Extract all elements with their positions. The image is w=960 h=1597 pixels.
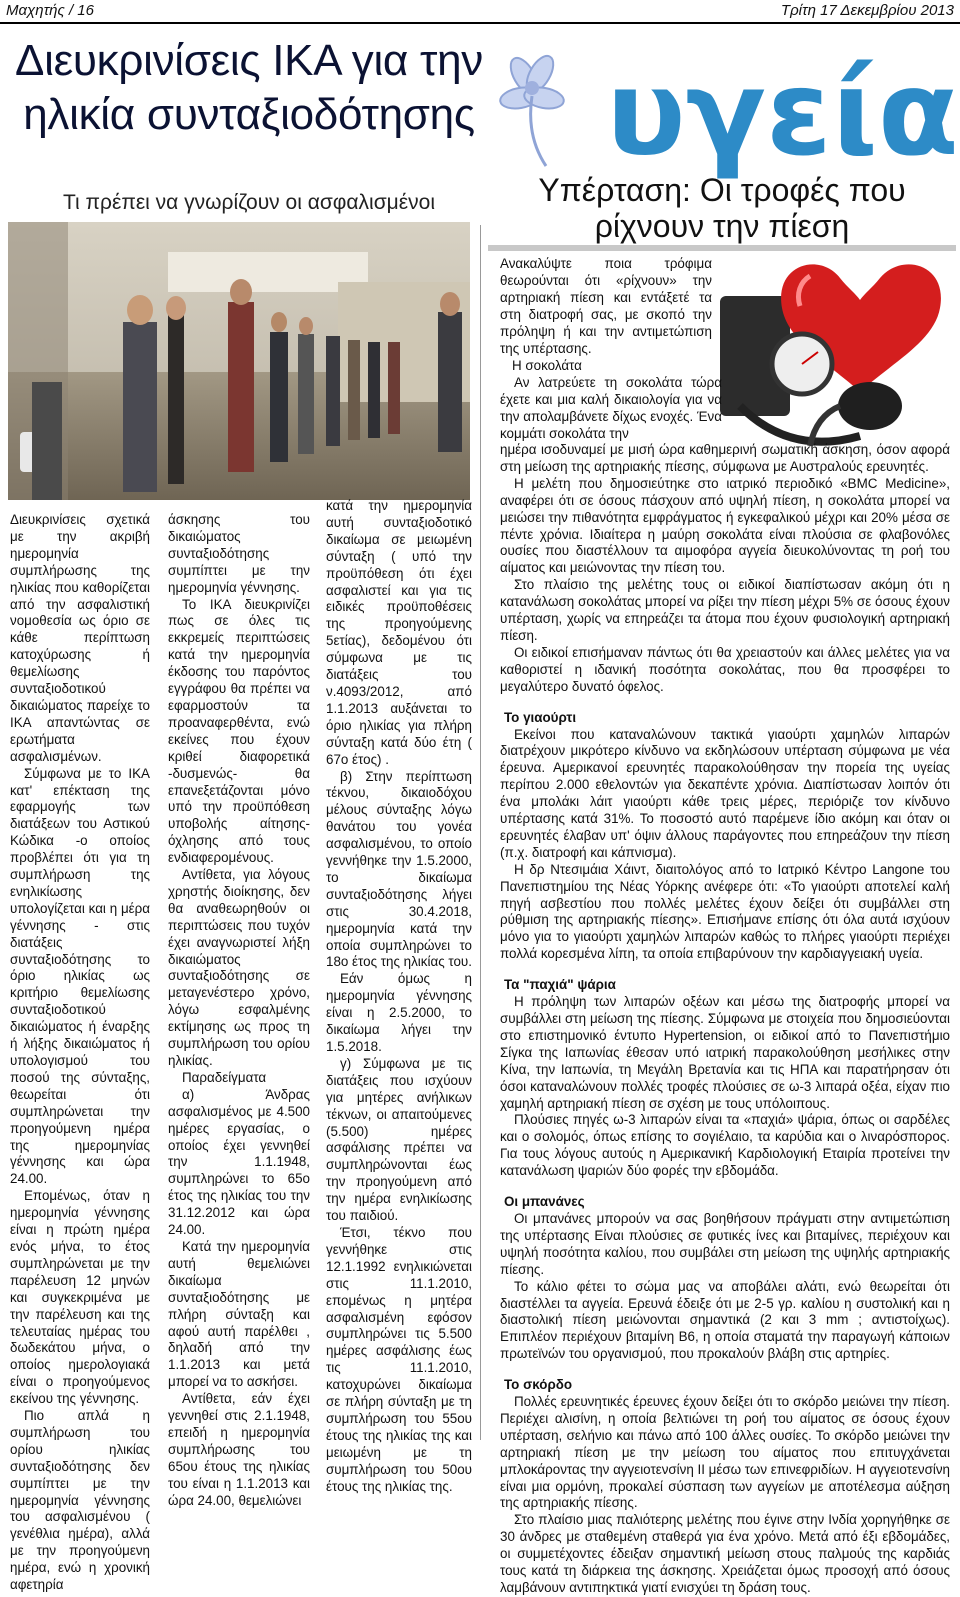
headline-bar xyxy=(488,245,956,251)
queue-photo xyxy=(8,222,470,500)
chocolate-intro: Αν λατρεύετε τη σοκολάτα τώρα έχετε και μια καλή δικαιολογία για να την απολαμβάνετε δίχως ενοχές. Ένα κομμάτι σοκολάτα την xyxy=(500,375,722,441)
section-divider xyxy=(480,225,481,1440)
article-column-1 xyxy=(10,512,150,1594)
ygeia-logo xyxy=(486,36,959,186)
paragraph: Οι μπανάνες μπορούν να σας βοηθήσουν πράγματι στην αντιμετώπιση της υπέρτασης Είναι πλούσιες σε φυτικές ίνες και βιταμίνες, περιέχουν και υψηλή ποσότητα καλίου, που συμβάλει στη μείωση της υψηλής αρτηριακής πίεσης. xyxy=(500,1210,950,1277)
paragraph: Έτσι, τέκνο που γεννήθηκε στις 12.1.1992 ενηλικιώνεται στις 11.1.2010, επομένως η μητέρα ασφαλισμένη εφόσον συμπληρώνει τις 5.500 ημέρες ασφάλισης έως τις 11.1.2010, κατοχυρώνει δικαίωμα σε πλήρη σύνταξη με τη συμπλήρωση του 55ου έτους της ηλικίας της και μειωμένη με τη συμπλήρωση του 50ου έτους της ηλικίας της. xyxy=(326,1224,472,1494)
paragraph: Εκείνοι που καταναλώνουν τακτικά γιαούρτι χαμηλών λιπαρών διατρέχουν μικρότερο κίνδυνο να εκδηλώσουν υπέρταση σύμφωνα με νέα έρευνα. Αμερικανοί ερευνητές παρακολούθησαν την πορεία της υγείας περίπου 2.000 εθελοντών για δεκαπέντε χρόνια. Διαπίστωσαν λοιπόν ότι ένα μπολάκι λάιτ γιαούρτι κάθε τρεις μέρες, περιόριζε τον κίνδυνο υπέρτασης κατά 31%. Το ποσοστό αυτό παρέμενε ίδιο ακόμη και όταν οι ερευνητές έλαβαν υπ' όψιν άλλους παράγοντες που επηρεάζουν την πίεση (π.χ. διατροφή και κάπνισμα). xyxy=(500,726,950,860)
paragraph: Πλούσιες πηγές ω-3 λιπαρών είναι τα «παχιά» ψάρια, όπως οι σαρδέλες και ο σολομός, όπως επίσης το σογιέλαιο, τα καρύδια και ο λιναρόσπορος. Για τους λόγους αυτούς η Αμερικανική Καρδιολογική Εταιρία προτείνει την κατανάλωση ψαριών δύο φορές την εβδομάδα. xyxy=(500,1112,950,1179)
paragraph: β) Στην περίπτωση τέκνου, δικαιοδόχου μέλους σύνταξης λόγω θανάτου του γονέα ασφαλισμένου, το οποίο γεννήθηκε την 1.5.2000, το δικαίωμα συνταξιοδότησης λήγει στις 30.4.2018, ημερομηνία κατά την οποία συμπληρώνει το 18ο έτος της ηλικίας του. xyxy=(326,768,472,970)
paragraph: ημέρα ισοδυναμεί με μισή ώρα καθημερινή σωματική άσκηση, όσον αφορά στη μείωση της αρτηριακής πίεσης, σύμφωνα με Αυστραλούς ερευνητές. xyxy=(500,442,950,474)
article-headline: Διευκρινίσεις ΙΚΑ για την ηλικία συνταξιοδότησης xyxy=(15,36,483,139)
paragraph: Η μελέτη που δημοσιεύτηκε στο ιατρικό περιοδικό «BMC Medicine», αναφέρει ότι σε όσους πάσχουν από υψηλή πίεση, η σοκολάτα μπορεί να μειώσει την πιθανότητα εμφράγματος ή εγκεφαλικού μέχρι και 20% μέσα σε πέντε χρόνια. Ιδιαίτερα η μαύρη σοκολάτα είναι πλούσια σε φλαβονόλες ουσίες που διαστέλλουν τα αιμοφόρα αγγεία διευκολύνοντας τη ροή του αίματος και μειώνοντας την πίεση του. xyxy=(500,475,950,576)
logo-text: υγεία xyxy=(606,44,959,182)
section-title-fish: Τα "παχιά" ψάρια xyxy=(504,977,616,993)
heart-blood-pressure-image xyxy=(720,256,950,468)
article-subhead: Τι πρέπει να γνωρίζουν οι ασφαλισμένοι xyxy=(62,191,435,214)
section-title-garlic: Το σκόρδο xyxy=(504,1377,573,1393)
paragraph: Επομένως, όταν η ημερομηνία γέννησης είναι η πρώτη ημέρα ενός μήνα, το έτος συμπληρώνεται με την παρέλευση 12 μηνών και συγκεκριμένα με την παρέλευση και της τελευταίας ημέρας του δωδεκάτου μήνα, ο οποίος ημερολογιακά είναι ο προηγούμενος εκείνου της γέννησης. xyxy=(10,1188,150,1407)
article-column-3 xyxy=(326,498,472,1495)
issue-date: Τρίτη 17 Δεκεμβρίου 2013 xyxy=(780,2,954,19)
paragraph: Στο πλαίσιο μιας παλιότερης μελέτης που έγινε στην Ινδία χορηγήθηκε σε 30 άνδρες με σταθεμένη σταθερά για ένα χρόνο. Μετά από έξι εβδομάδες, οι συμμετέχοντες έδειξαν σημαντική μείωση στους παλμούς της καρδιάς τους κατά τη διάρκεια της άσκησης. Χρειάζεται όμως προσοχή από όσους λαμβάνουν αντιπηκτικά γιατί ενισχύει τη δράση τους. xyxy=(500,1512,950,1595)
paragraph: άσκησης του δικαιώματος συνταξιοδότησης συμπίπτει με την ημερομηνία γέννησης. xyxy=(168,512,310,595)
paragraph: Αντίθετα, για λόγους χρηστής διοίκησης, δεν θα αναθεωρηθούν οι περιπτώσεις που τυχόν έχει αναγνωριστεί λήξη δικαιώματος συνταξιοδότησης σε μεταγενέστερο χρόνο, λόγω εσφαλμένης εκτίμησης ως προς τη συμπλήρωση του ορίου ηλικίας. xyxy=(168,867,310,1068)
paragraph: γ) Σύμφωνα με τις διατάξεις που ισχύουν για μητέρες ανήλικων τέκνων, οι απαιτούμενες (5.500) ημέρες ασφάλισης πρέπει να συμπληρώνονται έως την προηγούμενη από την ημέρα ενηλικίωσης του παιδιού. xyxy=(326,1055,472,1224)
page-number: Μαχητής / 16 xyxy=(6,2,94,19)
paragraph: Πολλές ερευνητικές έρευνες έχουν δείξει ότι το σκόρδο μειώνει την πίεση. Περιέχει αλισίνη, η οποία βελτιώνει τη ροή του αίματος σε όσους έχουν υπέρταση, σελήνιο και πάνω από 100 άλλες ουσίες. Το σκόρδο μειώνει την αρτηριακή πίεση με την μείωση του αίματος που επιτυγχάνεται μπλοκάροντας την αγγειοτενσίνη ΙΙ μέσω των επινεφριδίων. Η αγγειοτενσίνη είναι μια ορμόνη, προκαλεί σύσπαση των αγγείων με αποτέλεσμα αύξηση της αρτηριακής πίεσης. xyxy=(500,1394,950,1511)
paragraph: Η πρόληψη των λιπαρών οξέων και μέσω της διατροφής μπορεί να συμβάλλει στη μείωση της πίεσης. Σύμφωνα με στοιχεία που δημοσιεύονται στο επιστημονικό έντυπο Hypertension, οι ειδικοί από το Πανεπιστήμιο Σίγκα της Ιαπωνίας έθεσαν υπό ιατρική παρακολούθηση μεσήλικες στην Κίνα, την Ιαπωνία, τη Μεγάλη Βρετανία και τις ΗΠΑ και παρατήρησαν ότι όσοι καταναλώνουν πολλές τροφές πλούσιες σε ω-3 λιπαρά οξέα, είχαν πιο χαμηλή αρτηριακή πίεση σε σχέση με τους υπόλοιπους. xyxy=(500,994,950,1111)
section-title-yogurt: Το γιαούρτι xyxy=(504,709,577,725)
paragraph: Εάν όμως η ημερομηνία γέννησης είναι η 2.5.2000, το δικαίωμα λήγει την 1.5.2018. xyxy=(326,971,472,1054)
paragraph: Σύμφωνα με το ΙΚΑ κατ' επέκταση της εφαρμογής των διατάξεων του Αστικού Κώδικα -ο οποίος προβλέπει ότι για τη συμπλήρωση της ενηλικίωσης υπολογίζεται και η μέρα γέννησης - στις διατάξεις συνταξιοδότησης το όριο ηλικίας ως κριτήριο θεμελίωσης συνταξιοδοτικού δικαιώματος ή έναρξης ή λήξης δικαιώματος ή υπολογισμού του ποσού της σύνταξης, θεωρείται ότι συμπληρώνεται την προηγούμενη ημέρα της ημερομηνίας γέννησης και ώρα 24.00. xyxy=(10,765,150,1187)
section-title-chocolate: Η σοκολάτα xyxy=(512,358,582,373)
flower-icon xyxy=(499,52,566,166)
health-headline: Υπέρταση: Οι τροφές που ρίχνουν την πίεση xyxy=(538,172,906,244)
paragraph: Η δρ Ντεσιμάια Χάιντ, διαιτολόγος από το Ιατρικό Κέντρο Langone του Πανεπιστημίου της Νέας Υόρκης ανέφερε ότι: «Το γιαούρτι αποτελεί καλή πηγή ασβεστίου που πολλές μελέτες έχουν δείξει ότι συμβάλλει στη ρύθμιση της αρτηριακής πίεσης». Επισήμανε επίσης ότι όλα αυτά ισχύουν μόνο για το γιαούρτι χαμηλών λιπαρών καθώς το πλήρες γιαούρτι περιέχει πολλά κορεσμένα λίπη, τα οποία επιβαρύνουν την καρδιαγγειακή υγεία. xyxy=(500,861,950,962)
header-rule xyxy=(0,22,960,24)
health-lede: Ανακαλύψτε ποια τρόφιμα θεωρούνται ότι «ρίχνουν» την αρτηριακή πίεση και εντάξετέ τα στη διατροφή σας, με σκοπό την πρόληψη ή και την αντιμετώπιση της υπέρτασης. xyxy=(500,256,712,356)
paragraph: Πιο απλά η συμπλήρωση του ορίου ηλικίας συνταξιοδότησης δεν συμπίπτει με την ημερομηνία γέννησης του ασφαλισμένου ( γενέθλια ημέρα), αλλά με την προηγούμενη ημέρα, ενώ η χρονική αφετηρία xyxy=(10,1408,150,1593)
paragraph: α) Άνδρας ασφαλισμένος με 4.500 ημέρες εργασίας, ο οποίος έχει γεννηθεί την 1.1.1948, συμπληρώνει το 65ο έτος της ηλικίας του την 31.12.2012 και ώρα 24.00. xyxy=(168,1086,310,1238)
paragraph: κατά την ημερομηνία αυτή συνταξιοδοτικό δικαίωμα σε μειωμένη σύνταξη ( υπό την προϋπόθεση ότι έχει ασφαλιστεί και για τις ειδικές προϋποθέσεις της προηγούμενης 5ετίας), δεδομένου ότι σύμφωνα με τις διατάξεις του ν.4093/2012, από 1.1.2013 αυξάνεται το όριο ηλικίας για πλήρη σύνταξη κατά δύο έτη ( 67ο έτος) . xyxy=(326,498,472,767)
article-column-2 xyxy=(168,512,310,1509)
examples-heading: Παραδείγματα xyxy=(182,1069,267,1085)
paragraph: Διευκρινίσεις σχετικά με την ακριβή ημερομηνία συμπλήρωσης της ηλικίας που καθορίζεται από την ασφαλιστική νομοθεσία ως όριο σε κάθε περίπτωση κατοχύρωσης ή θεμελίωσης συνταξιοδοτικού δικαιώματος παρείχε το ΙΚΑ απαντώντας σε ερωτήματα ασφαλισμένων. xyxy=(10,512,150,764)
section-title-bananas: Οι μπανάνες xyxy=(504,1194,585,1210)
paragraph: Οι ειδικοί επισήμαναν πάντως ότι θα χρειαστούν και άλλες μελέτες για να καθοριστεί η ιδανική ποσότητα σοκολάτας, που θα προσφέρει το μεγαλύτερο δυνατό όφελος. xyxy=(500,644,950,694)
paragraph: Το ΙΚΑ διευκρινίζει πως σε όλες τις εκκρεμείς περιπτώσεις κατά την ημερομηνία έκδοσης του παρόντος εγγράφου θα πρέπει να εφαρμοστούν τα προαναφερθέντα, ενώ εκείνες που έχουν κριθεί διαφορετικά -δυσμενώς- θα επανεξετάζονται μόνο υπό την προϋπόθεση υποβολής αίτησης-όχλησης από τους ενδιαφερομένους. xyxy=(168,596,310,866)
health-body xyxy=(500,442,950,1597)
paragraph: Αντίθετα, εάν έχει γεννηθεί στις 2.1.1948, επειδή η ημερομηνία συμπλήρωσης του 65ου έτους της ηλικίας του είναι η 1.1.2013 και ώρα 24.00, θεμελιώνει xyxy=(168,1391,310,1508)
paragraph: Κατά την ημερομηνία αυτή θεμελιώνει δικαίωμα συνταξιοδότησης με πλήρη σύνταξη και αφού αυτή παρέλθει , δηλαδή από την 1.1.2013 και μετά μπορεί να το ασκήσει. xyxy=(168,1238,310,1390)
paragraph: Το κάλιο φέτει το σώμα μας να αποβάλει αλάτι, ενώ θεωρείται ότι διαστέλλει τα αγγεία. Ερευνά έδειξε ότι με 2-5 γρ. καλίου η συστολική και η διαστολική πίεση μειώνονται σημαντικά (2 και 3 mm ; αντιστοίχως). Επιπλέον περιέχουν βιταμίνη Β6, η οποία σταματά την παραγωγή κάποιων πρωτεϊνών του οργανισμού, που προκαλούν βλάβη στις αρτηρίες. xyxy=(500,1278,950,1362)
paragraph: Στο πλαίσιο της μελέτης τους οι ειδικοί διαπίστωσαν ακόμη ότι η κατανάλωση σοκολάτας μπορεί να ρίξει την πίεση μέχρι 5% σε όσους έχουν υπέρταση, χωρίς να επηρεάζει τα άτομα που έχουν φυσιολογική αρτηριακή πίεση. xyxy=(500,577,950,643)
